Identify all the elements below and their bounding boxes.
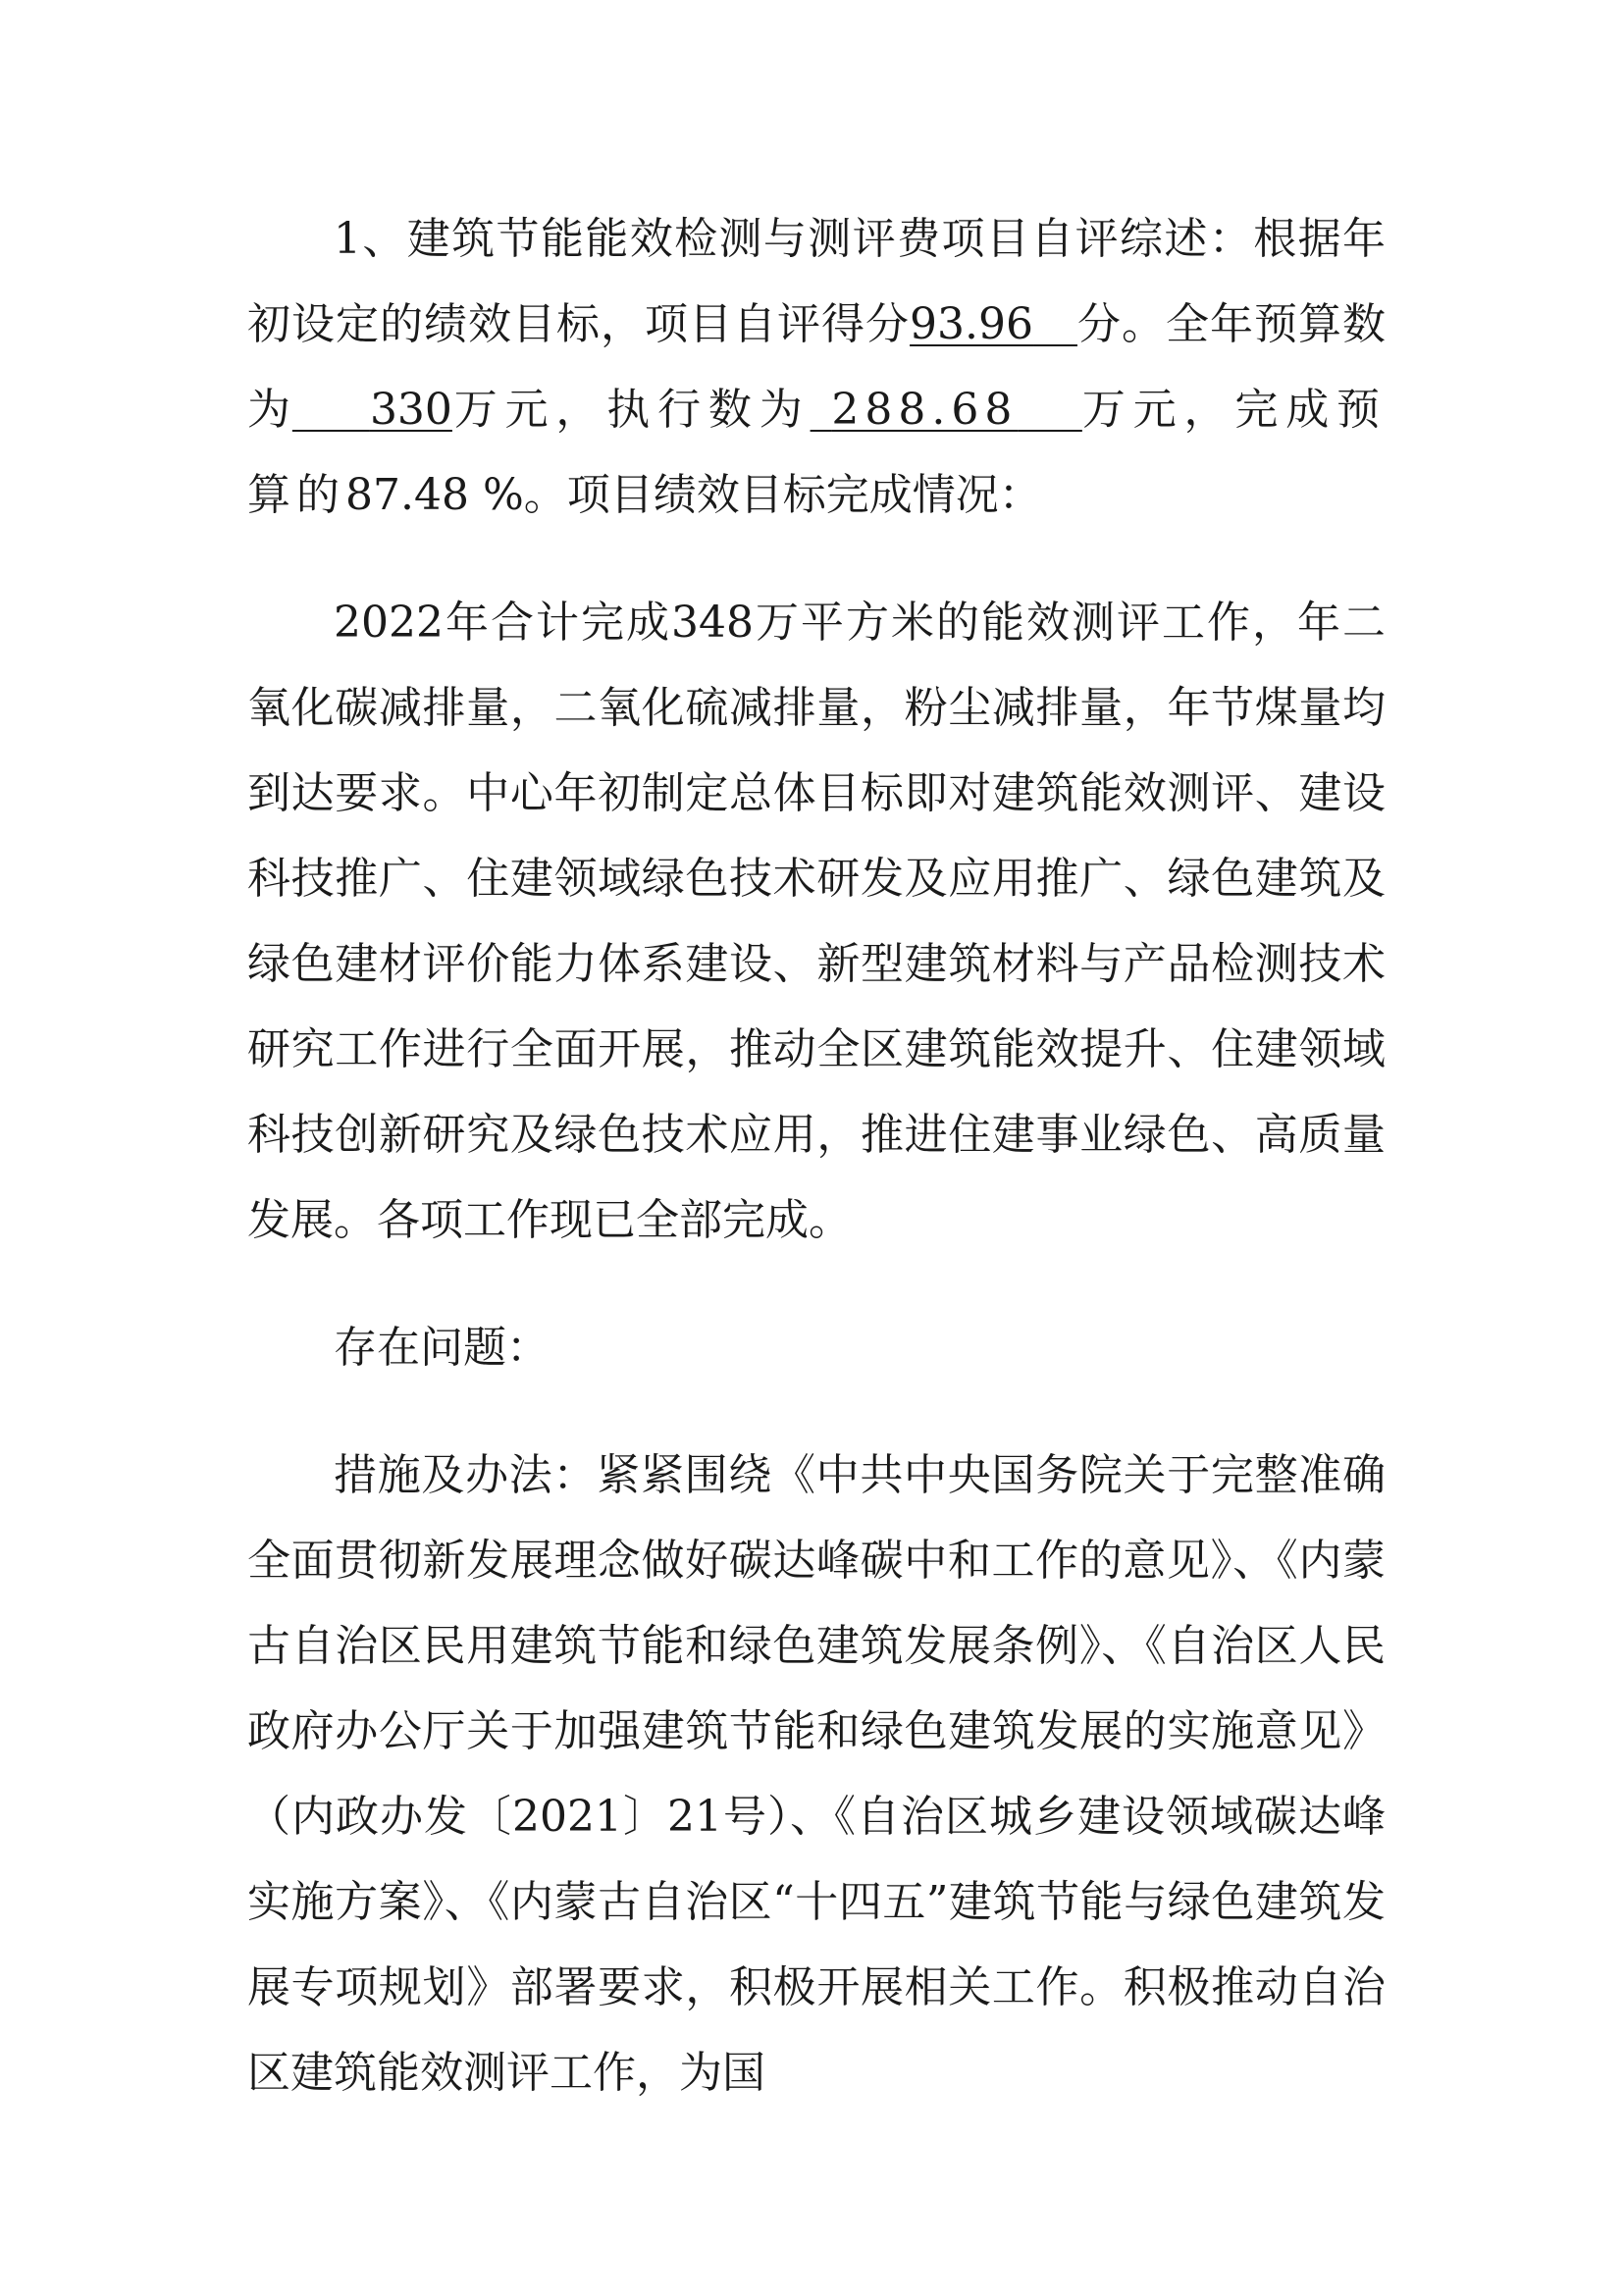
rate-value: 87.48 % xyxy=(345,470,524,520)
budget-value: 330 xyxy=(369,385,452,435)
budget-suffix: 万元，执行数为 xyxy=(451,385,811,435)
summary-paragraph xyxy=(247,196,1386,538)
score-value: 93.96 xyxy=(910,299,1034,349)
executed-value: 288.68 xyxy=(831,385,1019,435)
document-body xyxy=(247,196,1386,2115)
problems-paragraph: 存在问题： xyxy=(334,1323,550,1373)
summary-lead: 1、建筑节能能效检测与测评费项目自评综述：根据年初设定的绩效目标，项目自评得分 xyxy=(247,214,1386,349)
rate-suffix: 。项目绩效目标完成情况： xyxy=(523,470,1042,520)
executed-suffix: 万元，完成预算的 xyxy=(247,385,1387,520)
measures-paragraph: 措施及办法：紧紧围绕《中共中央国务院关于完整准确全面贯彻新发展理念做好碳达峰碳中和工作的意见》、《内蒙古自治区民用建筑节能和绿色建筑发展条例》、《自治区人民政府办公厅关于加强建筑节能和绿色建筑发展的实施意见》（内政办发〔2021〕21号）、《自治区城乡建设领域碳达峰实施方案》、《内蒙古自治区“十四五”建筑节能与绿色建筑发展专项规划》部署要求，积极开展相关工作。积极推动自治区建筑能效测评工作，为国 xyxy=(247,1450,1386,2098)
completion-paragraph: 2022年合计完成348万平方米的能效测评工作，年二氧化碳减排量，二氧化硫减排量，粉尘减排量，年节煤量均到达要求。中心年初制定总体目标即对建筑能效测评、建设科技推广、住建领域绿色技术研发及应用推广、绿色建筑及绿色建材评价能力体系建设、新型建筑材料与产品检测技术研究工作进行全面开展，推动全区建筑能效提升、住建领域科技创新研究及绿色技术应用，推进住建事业绿色、高质量发展。各项工作现已全部完成。 xyxy=(247,598,1386,1245)
score-suffix: 分。全年预算数为 xyxy=(247,299,1386,435)
